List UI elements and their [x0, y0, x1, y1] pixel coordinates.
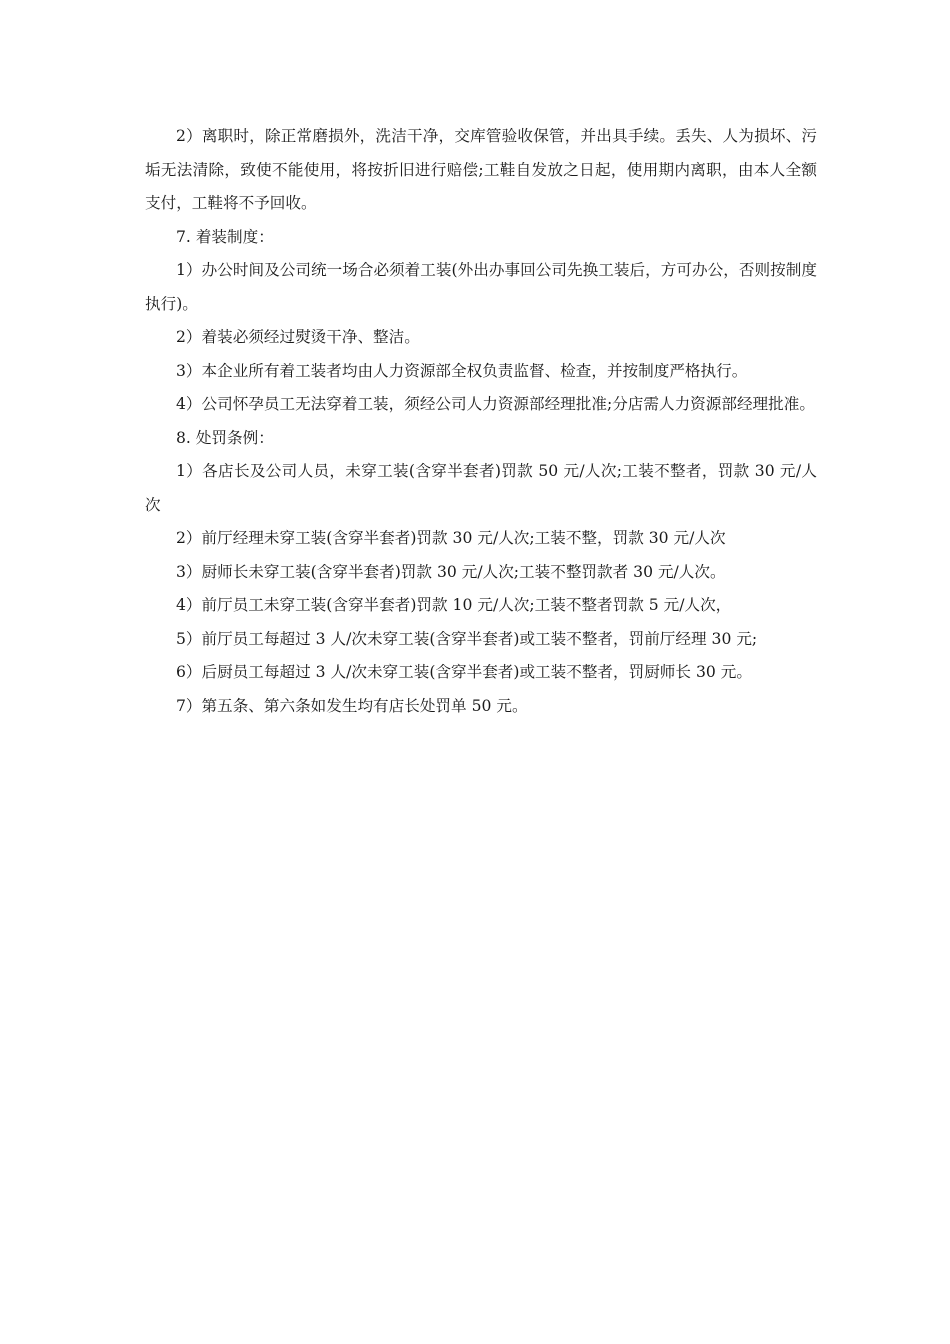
- paragraph-penalty-4: 4）前厅员工未穿工装(含穿半套者)罚款 10 元/人次;工装不整者罚款 5 元/人次，: [176, 596, 732, 614]
- section-heading-dress-code: 7. 着装制度：: [176, 227, 274, 246]
- paragraph-penalty-6: 6）后厨员工每超过 3 人/次未穿工装(含穿半套者)或工装不整者，罚厨师长 30 元。: [176, 663, 752, 681]
- paragraph-penalty-1: 1）各店长及公司人员，未穿工装(含穿半套者)罚款 50 元/人次;工装不整者，罚款 30 元/人次: [145, 462, 817, 514]
- paragraph-dress-code-2: 2）着装必须经过熨烫干净、整洁。: [176, 328, 420, 346]
- paragraph-dress-code-3: 3）本企业所有着工装者均由人力资源部全权负责监督、检查，并按制度严格执行。: [176, 361, 748, 380]
- paragraph-penalty-2: 2）前厅经理未穿工装(含穿半套者)罚款 30 元/人次;工装不整，罚款 30 元/人次: [176, 529, 726, 547]
- paragraph-penalty-7: 7）第五条、第六条如发生均有店长处罚单 50 元。: [176, 696, 528, 715]
- section-heading-penalties: 8. 处罚条例：: [176, 428, 274, 447]
- paragraph-dress-code-1: 1）办公时间及公司统一场合必须着工装(外出办事回公司先换工装后，方可办公，否则按制度执行)。: [145, 261, 817, 313]
- paragraph-dress-code-4: 4）公司怀孕员工无法穿着工装，须经公司人力资源部经理批准;分店需人力资源部经理批准。: [176, 395, 815, 413]
- paragraph-penalty-5: 5）前厅员工每超过 3 人/次未穿工装(含穿半套者)或工装不整者，罚前厅经理 30 元;: [176, 629, 758, 648]
- paragraph-penalty-3: 3）厨师长未穿工装(含穿半套者)罚款 30 元/人次;工装不整罚款者 30 元/人次。: [176, 562, 726, 581]
- document-body: [145, 120, 817, 723]
- paragraph-return-policy: 2）离职时，除正常磨损外，洗洁干净，交库管验收保管，并出具手续。丢失、人为损坏、污垢无法清除，致使不能使用，将按折旧进行赔偿;工鞋自发放之日起，使用期内离职，由本人全额支付，工鞋将不予回收。: [145, 127, 817, 212]
